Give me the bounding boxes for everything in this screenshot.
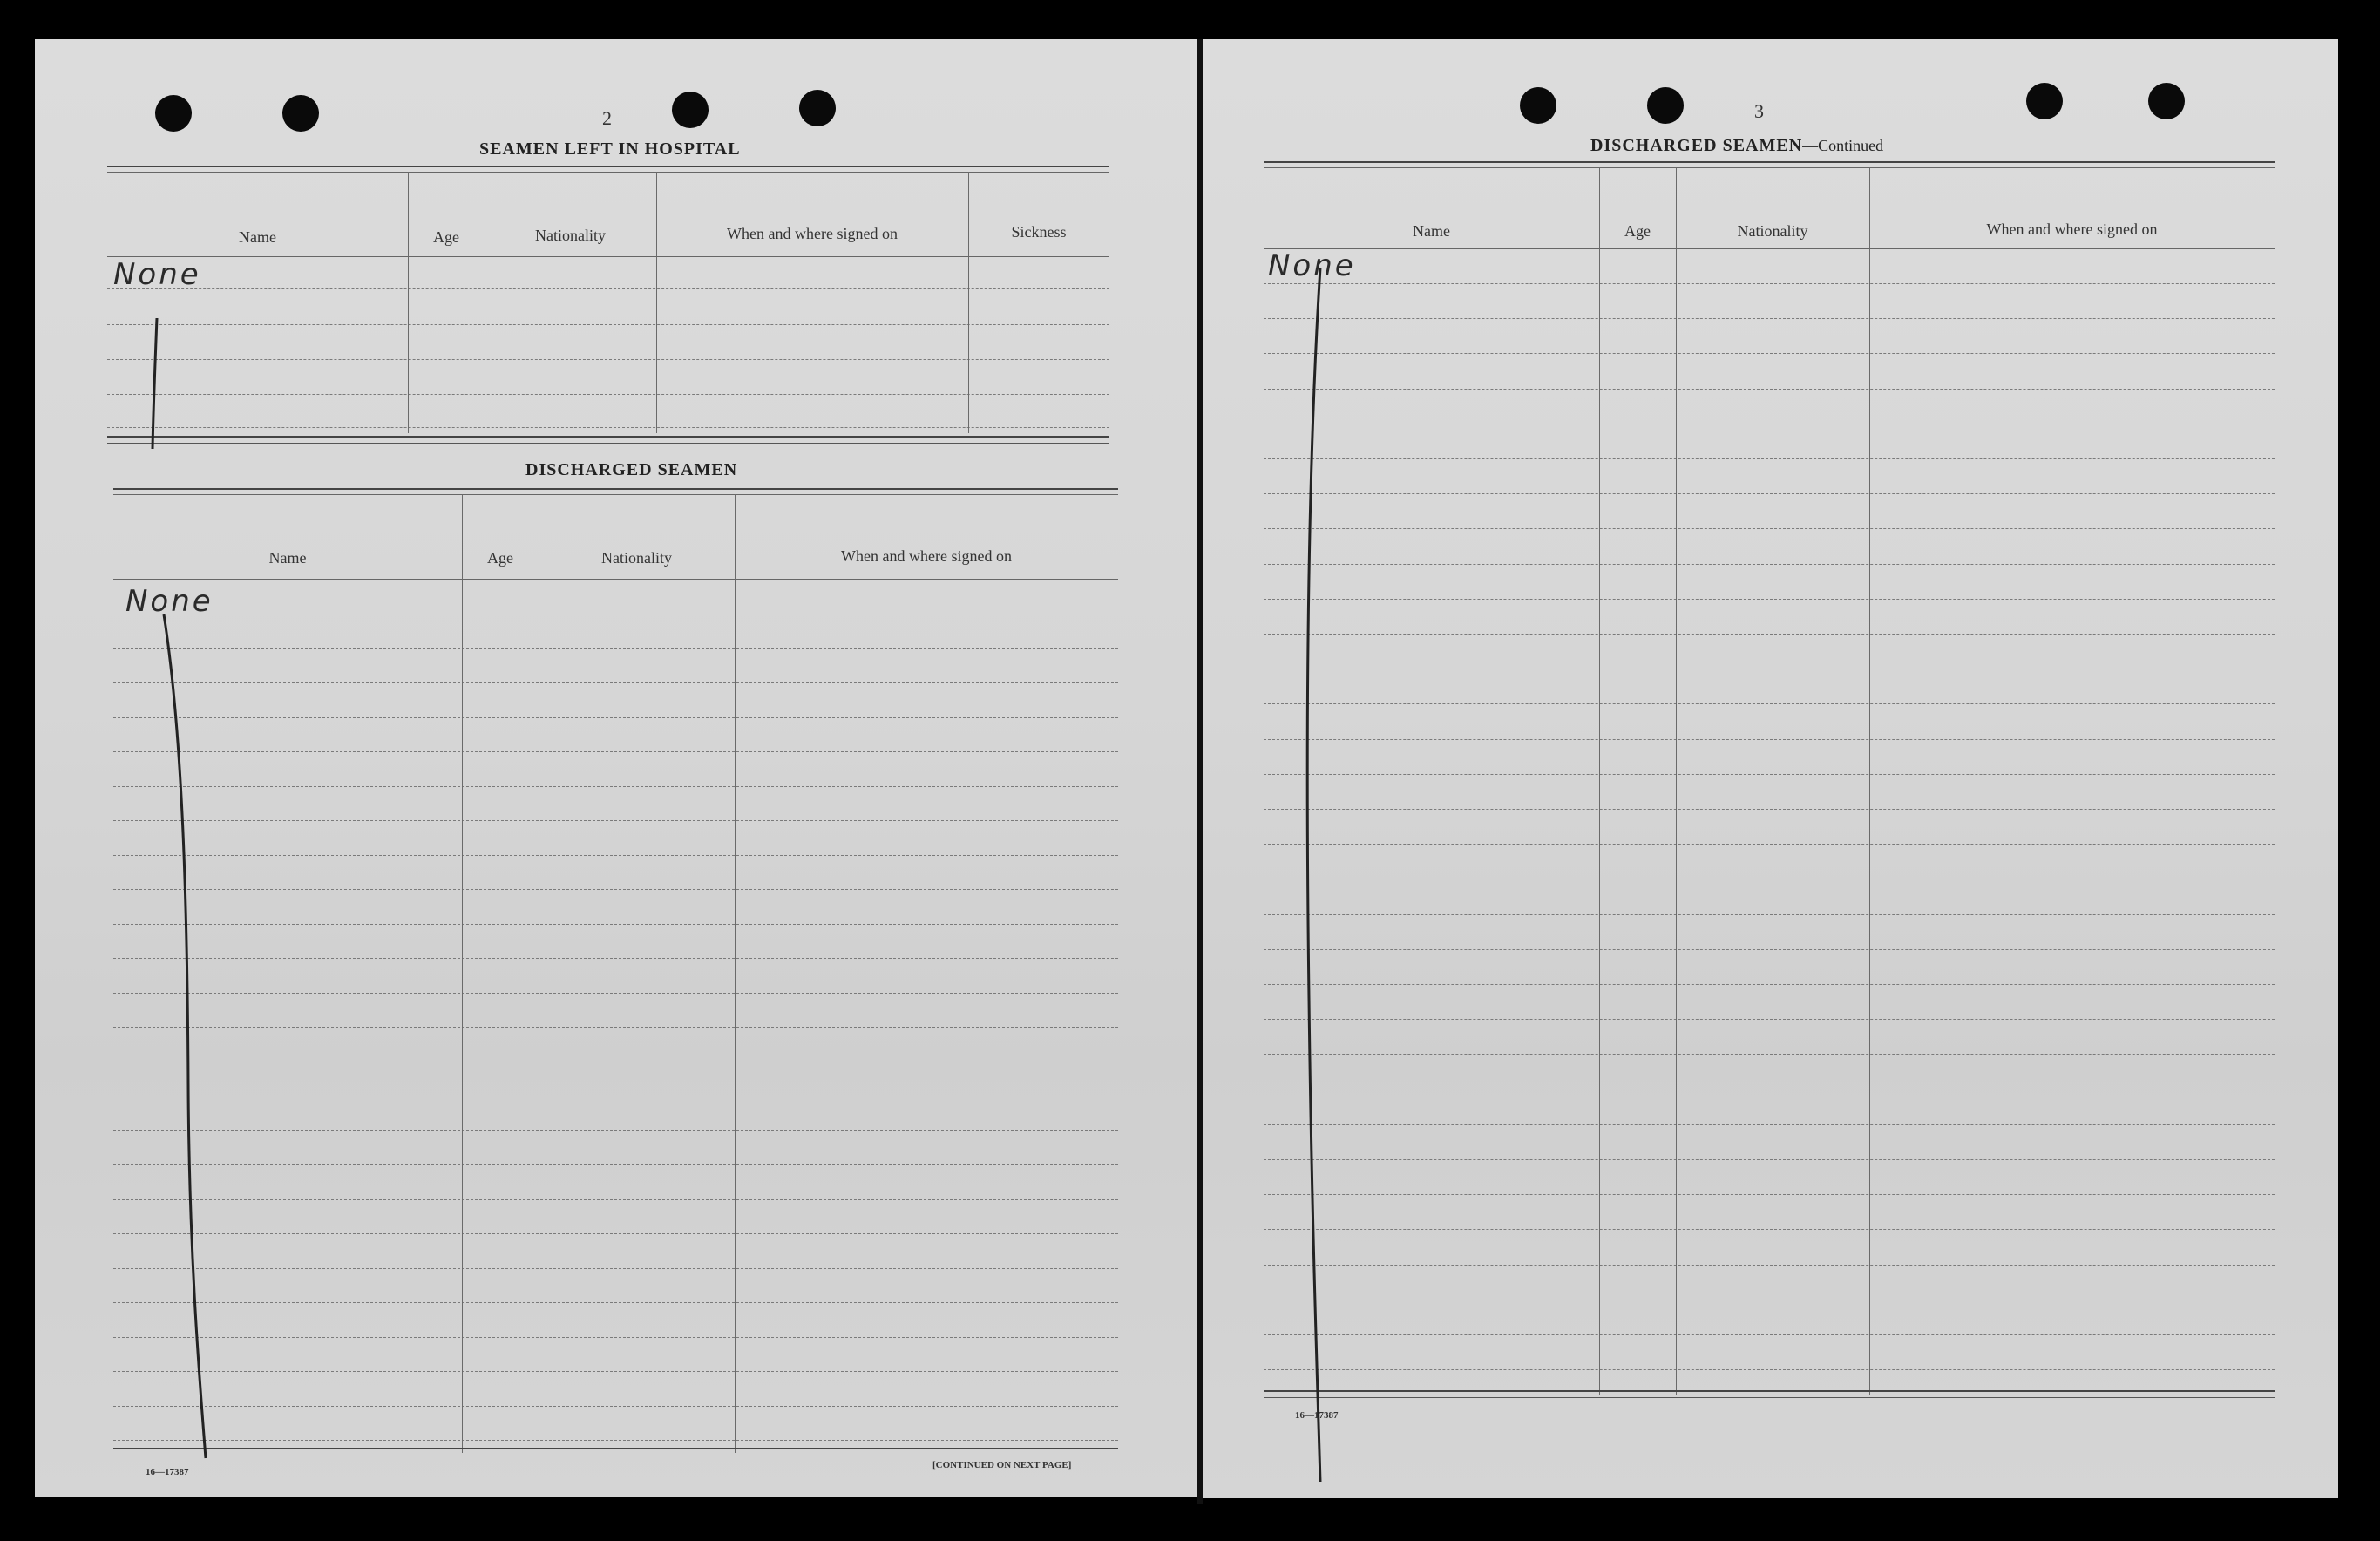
col-header-age: Age xyxy=(433,228,459,246)
punch-hole xyxy=(1520,87,1556,124)
table-row xyxy=(1264,914,2275,915)
punch-hole xyxy=(2026,83,2063,119)
table-row xyxy=(113,1027,1118,1028)
table-row xyxy=(113,751,1118,752)
col-header-signed-on: When and where signed on xyxy=(727,225,898,242)
col-header-signed-on: When and where signed on xyxy=(1986,221,2158,238)
col-header-sickness: Sickness xyxy=(1011,223,1067,241)
page-number: 3 xyxy=(1754,100,1764,122)
section-title-discharged: DISCHARGED SEAMEN xyxy=(525,460,738,479)
col-header-name: Name xyxy=(239,228,276,246)
col-header-nationality: Nationality xyxy=(535,227,606,244)
table-row xyxy=(1264,1229,2275,1230)
page-gutter xyxy=(1197,39,1203,1504)
table-row xyxy=(113,1199,1118,1200)
punch-hole xyxy=(799,90,836,126)
table-row xyxy=(113,1268,1118,1269)
table-row xyxy=(1264,1124,2275,1125)
form-number: 16—17387 xyxy=(1295,1410,1339,1421)
col-header-nationality: Nationality xyxy=(1737,222,1808,240)
table-row xyxy=(1264,844,2275,845)
section-title-hospital: SEAMEN LEFT IN HOSPITAL xyxy=(479,139,741,159)
punch-hole xyxy=(2148,83,2185,119)
col-header-nationality: Nationality xyxy=(601,549,672,567)
table-row xyxy=(113,786,1118,787)
table-row xyxy=(1264,283,2275,284)
table-row xyxy=(113,682,1118,683)
table-row xyxy=(113,1164,1118,1165)
col-header-signed-on: When and where signed on xyxy=(841,547,1012,565)
table-row xyxy=(1264,458,2275,459)
table-row xyxy=(1264,634,2275,635)
handwritten-entry: None xyxy=(125,584,214,619)
punch-hole xyxy=(672,92,709,128)
table-row xyxy=(1264,1194,2275,1195)
table-row xyxy=(1264,564,2275,565)
col-header-name: Name xyxy=(1413,222,1450,240)
left-page xyxy=(35,39,1197,1497)
handwritten-entry: None xyxy=(113,257,201,292)
punch-hole xyxy=(1647,87,1684,124)
table-row xyxy=(1264,389,2275,390)
discharged-table xyxy=(113,488,1118,1464)
table-row xyxy=(1264,1019,2275,1020)
punch-hole xyxy=(155,95,192,132)
table-row xyxy=(1264,353,2275,354)
table-row xyxy=(113,993,1118,994)
table-row xyxy=(1264,703,2275,704)
table-row xyxy=(113,1233,1118,1234)
table-row xyxy=(113,648,1118,649)
table-row xyxy=(113,1302,1118,1303)
col-header-age: Age xyxy=(487,549,513,567)
ditto-stroke xyxy=(35,39,44,48)
col-header-name: Name xyxy=(268,549,307,567)
table-row xyxy=(113,1130,1118,1131)
table-row xyxy=(113,889,1118,890)
discharged-continued-table xyxy=(1264,161,2275,1451)
form-number: 16—17387 xyxy=(146,1467,189,1477)
table-row xyxy=(1264,984,2275,985)
table-row xyxy=(113,1406,1118,1407)
ditto-stroke xyxy=(1203,39,1211,48)
table-row xyxy=(1264,1054,2275,1055)
punch-hole xyxy=(282,95,319,132)
table-row xyxy=(1264,318,2275,319)
table-row xyxy=(1264,1265,2275,1266)
table-row xyxy=(1264,1159,2275,1160)
table-row xyxy=(1264,949,2275,950)
section-title-discharged-continued: DISCHARGED SEAMEN—Continued xyxy=(1590,136,1884,155)
table-row xyxy=(1264,774,2275,775)
table-row xyxy=(113,1371,1118,1372)
table-row xyxy=(113,717,1118,718)
table-row xyxy=(1264,1369,2275,1370)
table-row xyxy=(113,1440,1118,1441)
table-row xyxy=(1264,599,2275,600)
table-row xyxy=(1264,739,2275,740)
table-row xyxy=(113,958,1118,959)
right-page xyxy=(1203,39,2338,1498)
hospital-table xyxy=(107,166,1109,479)
page-number: 2 xyxy=(602,107,612,129)
table-row xyxy=(1264,528,2275,529)
continued-note: [CONTINUED ON NEXT PAGE] xyxy=(932,1460,1072,1470)
table-row xyxy=(1264,493,2275,494)
table-row xyxy=(1264,1334,2275,1335)
handwritten-entry: None xyxy=(1268,248,1356,283)
table-row xyxy=(113,855,1118,856)
col-header-age: Age xyxy=(1624,222,1651,240)
table-row xyxy=(113,820,1118,821)
table-row xyxy=(113,924,1118,925)
table-row xyxy=(113,1337,1118,1338)
table-row xyxy=(1264,809,2275,810)
